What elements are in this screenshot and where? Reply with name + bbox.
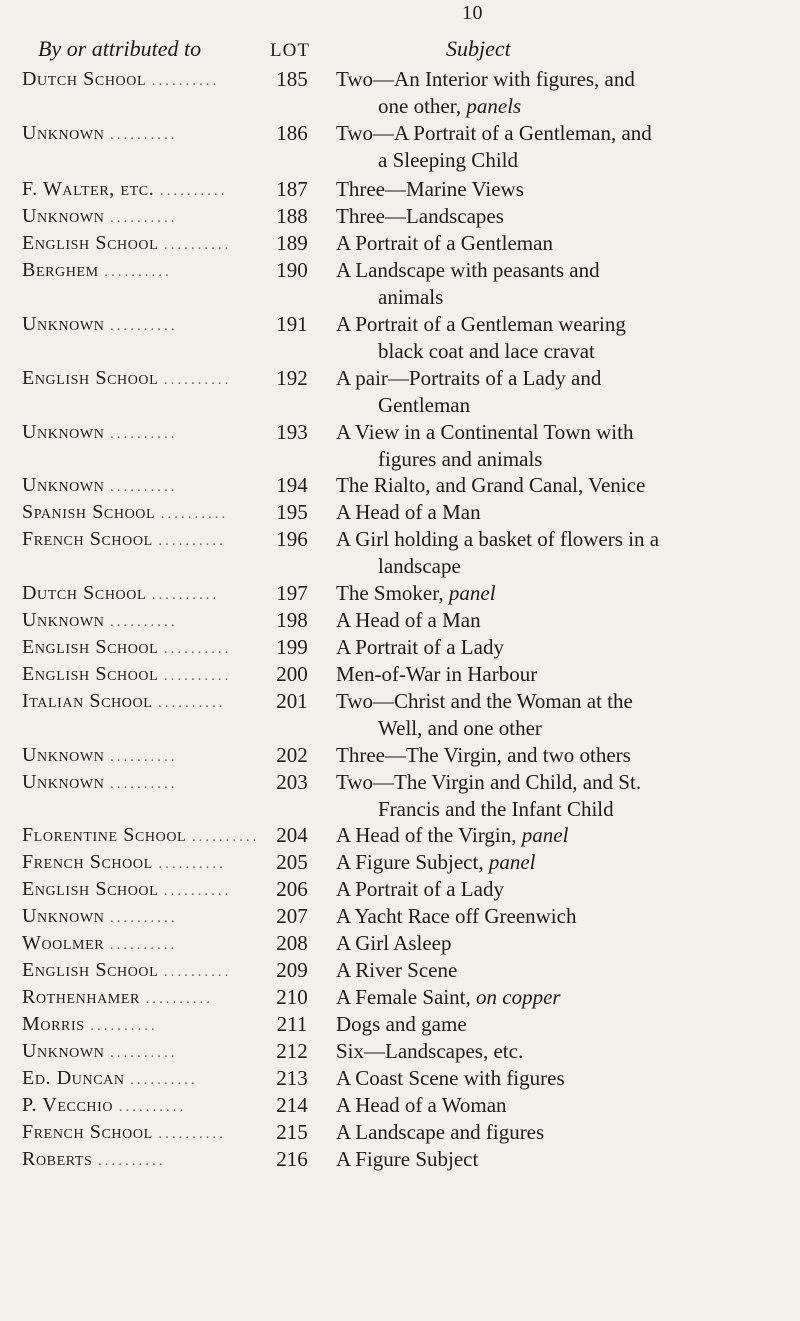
- leader-dots: ..........: [163, 668, 232, 684]
- leader-dots: ..........: [158, 533, 226, 549]
- subject-text: [336, 203, 788, 230]
- subject-line: A Head of a Man: [336, 500, 481, 524]
- subject-continuation: Francis and the Infant Child: [378, 797, 614, 821]
- artist-label: Unknown: [22, 313, 105, 335]
- artist-label: French School: [22, 528, 153, 550]
- subject-line: Dogs and game: [336, 1012, 467, 1036]
- subject-text: [336, 1146, 788, 1173]
- artist-name: [22, 661, 298, 690]
- subject-text: [336, 311, 788, 365]
- lot-number: 190: [276, 258, 308, 282]
- artist-name: [22, 365, 298, 394]
- leader-dots: ..........: [90, 1018, 158, 1034]
- artist-name: [22, 526, 298, 555]
- leader-dots: ..........: [110, 614, 178, 630]
- subject-line: A Landscape with peasants and: [336, 258, 600, 282]
- artist-label: Unknown: [22, 771, 105, 793]
- subject-text: [336, 472, 788, 499]
- leader-dots: ..........: [158, 695, 226, 711]
- lot-number: 215: [276, 1120, 308, 1144]
- subject-line: A Portrait of a Gentleman wearing: [336, 312, 626, 336]
- artist-label: P. Vecchio: [22, 1094, 114, 1116]
- subject-line: Three—Landscapes: [336, 204, 504, 228]
- subject-line: Three—The Virgin, and two others: [336, 743, 631, 767]
- subject-continuation: landscape: [378, 554, 461, 578]
- leader-dots: ..........: [163, 964, 232, 980]
- lot-number: 188: [276, 204, 308, 228]
- artist-label: Dutch School: [22, 582, 147, 604]
- subject-text: [336, 526, 788, 580]
- artist-label: Unknown: [22, 122, 105, 144]
- lot-number: 214: [276, 1093, 308, 1117]
- leader-dots: ..........: [110, 318, 178, 334]
- leader-dots: ..........: [104, 264, 172, 280]
- lot-number: 191: [276, 312, 308, 336]
- artist-label: Unknown: [22, 609, 105, 631]
- artist-label: Ed. Duncan: [22, 1067, 125, 1089]
- subject-text: [336, 580, 788, 607]
- subject-line: A Head of the Virgin, panel: [336, 823, 569, 847]
- lot-number: 196: [276, 527, 308, 551]
- subject-text: [336, 822, 788, 849]
- lot-number: 200: [276, 662, 308, 686]
- artist-name: [22, 1092, 298, 1121]
- artist-label: English School: [22, 367, 159, 389]
- artist-name: [22, 930, 298, 959]
- artist-name: [22, 876, 298, 905]
- leader-dots: ..........: [151, 587, 220, 603]
- subject-line: A pair—Portraits of a Lady and: [336, 366, 602, 390]
- subject-line: A Figure Subject, panel: [336, 850, 536, 874]
- leader-dots: ..........: [110, 210, 178, 226]
- lot-number: 216: [276, 1147, 308, 1171]
- leader-dots: ..........: [158, 1126, 226, 1142]
- artist-name: [22, 903, 298, 932]
- artist-name: [22, 984, 298, 1013]
- artist-name: [22, 472, 298, 501]
- subject-text: [336, 1011, 788, 1038]
- artist-name: [22, 849, 298, 878]
- artist-name: [22, 580, 298, 609]
- artist-label: French School: [22, 851, 153, 873]
- leader-dots: ..........: [158, 856, 226, 872]
- artist-label: Berghem: [22, 259, 99, 281]
- subject-text: [336, 607, 788, 634]
- subject-line: Two—An Interior with figures, and: [336, 67, 635, 91]
- artist-name: [22, 822, 298, 851]
- subject-text: [336, 903, 788, 930]
- subject-line: The Rialto, and Grand Canal, Venice: [336, 473, 646, 497]
- column-header-subject: Subject: [446, 36, 511, 61]
- leader-dots: ..........: [130, 1072, 198, 1088]
- leader-dots: ..........: [159, 183, 228, 199]
- leader-dots: ..........: [163, 372, 232, 388]
- artist-label: Italian School: [22, 690, 153, 712]
- leader-dots: ..........: [110, 426, 178, 442]
- leader-dots: ..........: [110, 776, 178, 792]
- subject-text: [336, 661, 788, 688]
- artist-label: Florentine School: [22, 824, 187, 846]
- artist-name: [22, 66, 298, 95]
- artist-name: [22, 230, 298, 259]
- subject-line: A Coast Scene with figures: [336, 1066, 565, 1090]
- leader-dots: ..........: [97, 1153, 166, 1169]
- artist-label: Unknown: [22, 474, 105, 496]
- subject-text: [336, 876, 788, 903]
- artist-name: [22, 1146, 298, 1175]
- artist-name: [22, 120, 298, 149]
- lot-number: 199: [276, 635, 308, 659]
- leader-dots: ..........: [110, 479, 178, 495]
- artist-name: [22, 1119, 298, 1148]
- artist-label: Unknown: [22, 1040, 105, 1062]
- artist-name: [22, 634, 298, 663]
- subject-line: Men-of-War in Harbour: [336, 662, 538, 686]
- subject-text: [336, 1038, 788, 1065]
- artist-name: [22, 1065, 298, 1094]
- subject-text: [336, 419, 788, 473]
- subject-line: A Figure Subject: [336, 1147, 479, 1171]
- subject-line: Six—Landscapes, etc.: [336, 1039, 524, 1063]
- subject-text: [336, 230, 788, 257]
- lot-number: 206: [276, 877, 308, 901]
- subject-text: [336, 984, 788, 1011]
- subject-continuation: one other, panels: [378, 94, 522, 118]
- lot-number: 207: [276, 904, 308, 928]
- subject-continuation: black coat and lace cravat: [378, 339, 595, 363]
- subject-line: A Landscape and figures: [336, 1120, 545, 1144]
- column-header-artist: By or attributed to: [38, 36, 202, 61]
- artist-label: Spanish School: [22, 501, 156, 523]
- artist-label: Dutch School: [22, 68, 147, 90]
- lot-number: 208: [276, 931, 308, 955]
- subject-continuation: Well, and one other: [378, 716, 542, 740]
- subject-line: Three—Marine Views: [336, 177, 524, 201]
- artist-name: [22, 1011, 298, 1040]
- leader-dots: ..........: [110, 910, 178, 926]
- subject-line: A Portrait of a Lady: [336, 635, 504, 659]
- lot-number: 204: [276, 823, 308, 847]
- subject-text: [336, 120, 788, 174]
- subject-line: A Yacht Race off Greenwich: [336, 904, 577, 928]
- subject-text: [336, 499, 788, 526]
- artist-label: English School: [22, 878, 159, 900]
- artist-name: [22, 311, 298, 340]
- subject-continuation: animals: [378, 285, 444, 309]
- leader-dots: ..........: [118, 1099, 187, 1115]
- leader-dots: ..........: [110, 1045, 178, 1061]
- lot-number: 192: [276, 366, 308, 390]
- lot-number: 203: [276, 770, 308, 794]
- lot-number: 185: [276, 67, 308, 91]
- lot-number: 186: [276, 121, 308, 145]
- artist-name: [22, 688, 298, 717]
- subject-line: Two—A Portrait of a Gentleman, and: [336, 121, 652, 145]
- subject-text: [336, 176, 788, 203]
- subject-line: Two—Christ and the Woman at the: [336, 689, 633, 713]
- leader-dots: ..........: [151, 73, 220, 89]
- artist-label: Morris: [22, 1013, 85, 1035]
- lot-number: 211: [276, 1012, 308, 1036]
- artist-name: [22, 769, 298, 798]
- artist-name: [22, 203, 298, 232]
- subject-text: [336, 257, 788, 311]
- subject-text: [336, 365, 788, 419]
- subject-line: A View in a Continental Town with: [336, 420, 634, 444]
- subject-continuation: a Sleeping Child: [378, 148, 518, 172]
- subject-text: [336, 742, 788, 769]
- subject-text: [336, 634, 788, 661]
- column-header-lot: LOT: [270, 40, 310, 61]
- artist-name: [22, 257, 298, 286]
- lot-number: 212: [276, 1039, 308, 1063]
- subject-text: [336, 1065, 788, 1092]
- artist-label: F. Walter, etc.: [22, 178, 155, 200]
- lot-number: 210: [276, 985, 308, 1009]
- subject-text: [336, 930, 788, 957]
- leader-dots: ..........: [163, 641, 232, 657]
- subject-text: [336, 849, 788, 876]
- lot-number: 187: [276, 177, 308, 201]
- leader-dots: ..........: [163, 237, 232, 253]
- subject-text: [336, 769, 788, 823]
- lot-number: 197: [276, 581, 308, 605]
- lot-number: 189: [276, 231, 308, 255]
- artist-label: Unknown: [22, 421, 105, 443]
- leader-dots: ..........: [163, 883, 232, 899]
- leader-dots: ..........: [110, 749, 178, 765]
- subject-line: A Portrait of a Lady: [336, 877, 504, 901]
- artist-label: Unknown: [22, 905, 105, 927]
- artist-label: English School: [22, 232, 159, 254]
- subject-line: The Smoker, panel: [336, 581, 496, 605]
- artist-label: English School: [22, 636, 159, 658]
- artist-label: English School: [22, 959, 159, 981]
- artist-name: [22, 499, 298, 528]
- subject-line: A Head of a Woman: [336, 1093, 507, 1117]
- subject-line: A Female Saint, on copper: [336, 985, 561, 1009]
- leader-dots: ..........: [109, 937, 178, 953]
- lot-number: 202: [276, 743, 308, 767]
- lot-number: 194: [276, 473, 308, 497]
- lot-number: 205: [276, 850, 308, 874]
- artist-label: French School: [22, 1121, 153, 1143]
- artist-label: Roberts: [22, 1148, 93, 1170]
- lot-number: 195: [276, 500, 308, 524]
- subject-line: A Portrait of a Gentleman: [336, 231, 553, 255]
- lot-number: 213: [276, 1066, 308, 1090]
- subject-line: A Girl Asleep: [336, 931, 452, 955]
- artist-label: Unknown: [22, 744, 105, 766]
- subject-line: A Head of a Man: [336, 608, 481, 632]
- artist-label: Unknown: [22, 205, 105, 227]
- subject-line: Two—The Virgin and Child, and St.: [336, 770, 642, 794]
- subject-continuation: Gentleman: [378, 393, 471, 417]
- subject-text: [336, 957, 788, 984]
- artist-name: [22, 957, 298, 986]
- subject-text: [336, 1119, 788, 1146]
- leader-dots: ..........: [145, 991, 214, 1007]
- subject-line: A River Scene: [336, 958, 458, 982]
- artist-label: Woolmer: [22, 932, 105, 954]
- leader-dots: ..........: [160, 506, 229, 522]
- artist-label: Rothenhamer: [22, 986, 140, 1008]
- subject-text: [336, 66, 788, 120]
- lot-number: 201: [276, 689, 308, 713]
- artist-name: [22, 419, 298, 448]
- artist-name: [22, 607, 298, 636]
- artist-name: [22, 742, 298, 771]
- artist-name: [22, 1038, 298, 1067]
- subject-text: [336, 688, 788, 742]
- lot-number: 209: [276, 958, 308, 982]
- subject-text: [336, 1092, 788, 1119]
- artist-name: [22, 176, 298, 205]
- subject-line: A Girl holding a basket of flowers in a: [336, 527, 660, 551]
- leader-dots: ..........: [191, 829, 260, 845]
- leader-dots: ..........: [110, 127, 178, 143]
- lot-number: 198: [276, 608, 308, 632]
- subject-continuation: figures and animals: [378, 447, 543, 471]
- artist-label: English School: [22, 663, 159, 685]
- page-number: 10: [462, 2, 483, 24]
- lot-number: 193: [276, 420, 308, 444]
